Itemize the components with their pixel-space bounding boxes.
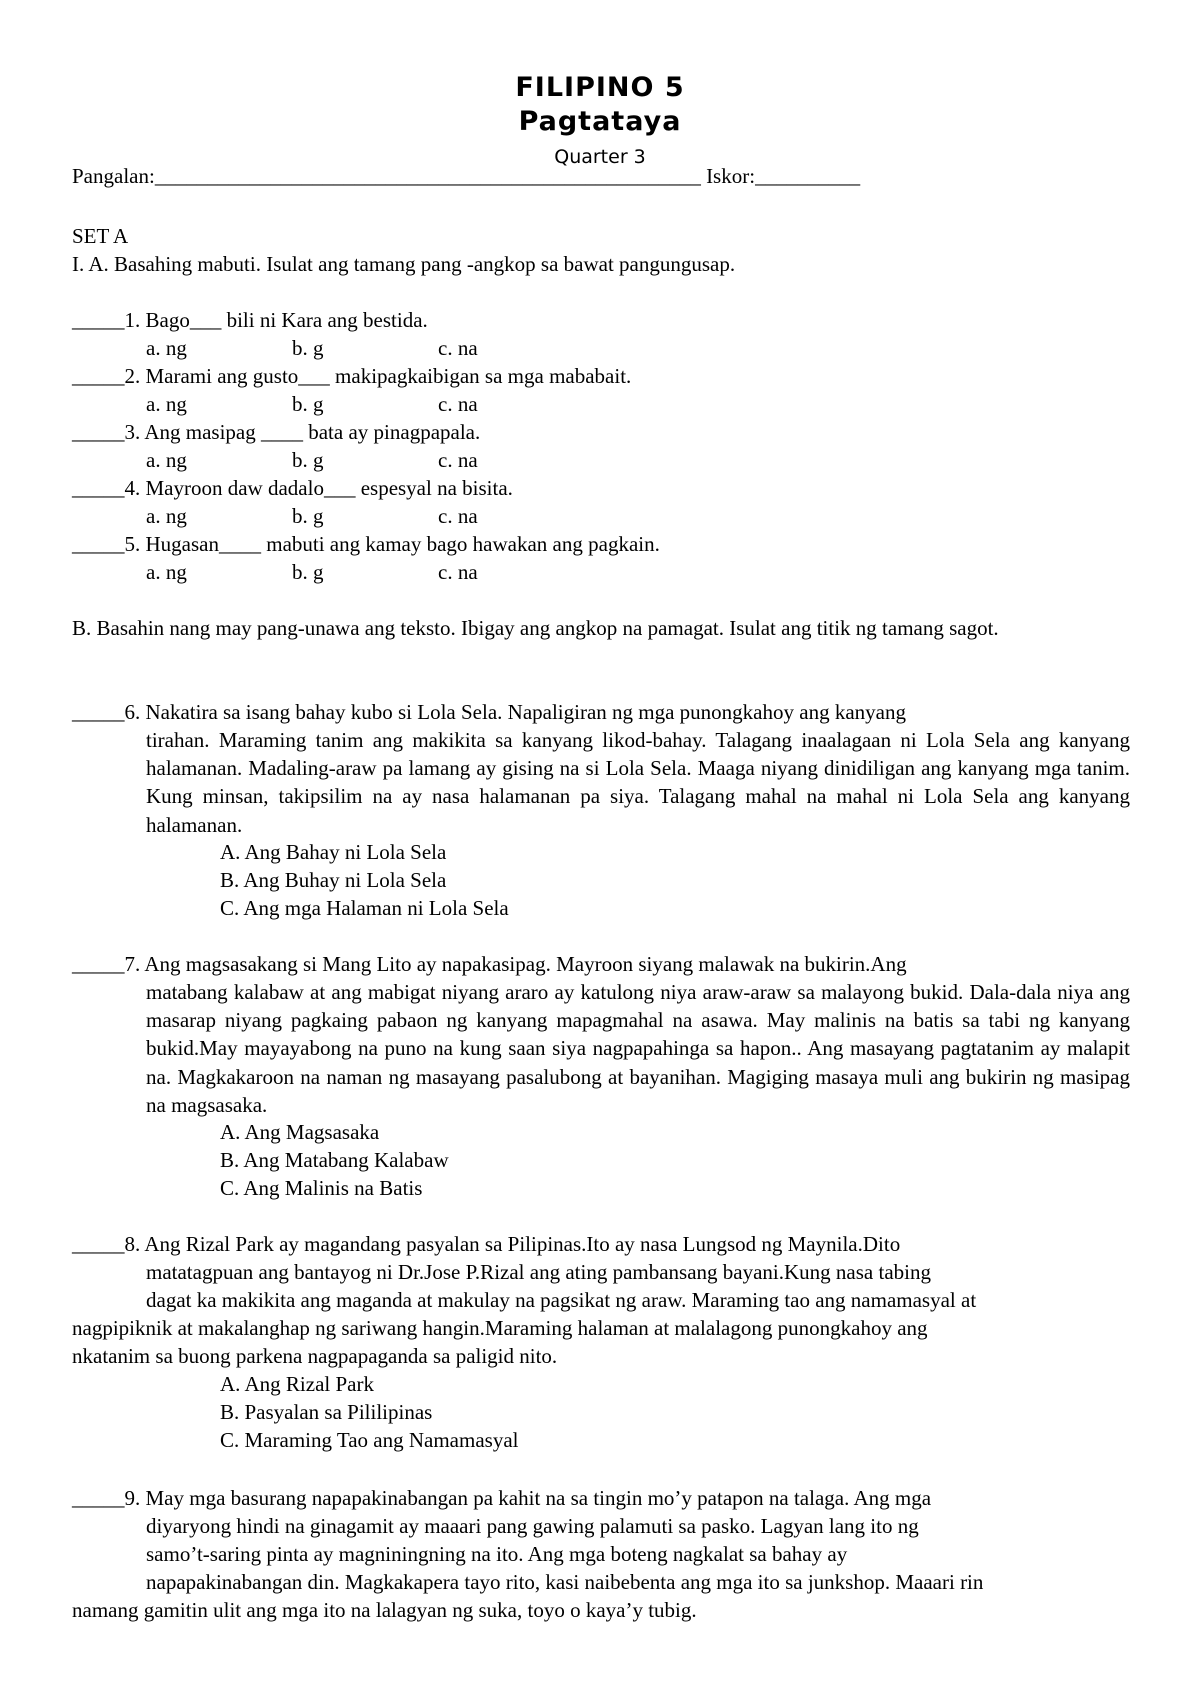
question-6-first-line: _____6. Nakatira sa isang bahay kubo si Lola Sela. Napaligiran ng mga punongkahoy ang kanyang	[72, 700, 906, 724]
question-6-option-c: C. Ang mga Halaman ni Lola Sela	[220, 896, 509, 920]
question-7-option-b: B. Ang Matabang Kalabaw	[220, 1148, 449, 1172]
question-6-option-a: A. Ang Bahay ni Lola Sela	[220, 840, 447, 864]
choice: c. na	[438, 504, 478, 528]
document-subtitle: Pagtataya	[518, 106, 682, 137]
question-2: _____2. Marami ang gusto___ makipagkaibigan sa mga mababait.	[72, 364, 632, 388]
question-9-line-4: napapakinabangan din. Magkakapera tayo rito, kasi naibebenta ang mga ito sa junkshop. Maaari rin	[146, 1570, 984, 1594]
choice: a. ng	[146, 336, 187, 360]
question-9-line-5: namang gamitin ulit ang mga ito na lalagyan ng suka, toyo o kaya’y tubig.	[72, 1598, 697, 1622]
question-8-line-4: nagpipiknik at makalanghap ng sariwang hangin.Maraming halaman at malalagong punongkahoy ang	[72, 1316, 928, 1340]
question-6-option-b: B. Ang Buhay ni Lola Sela	[220, 868, 447, 892]
choice: b. g	[292, 392, 324, 416]
quarter-label: Quarter 3	[554, 146, 646, 168]
question-9-line-3: samo’t-saring pinta ay magniningning na ito. Ang mga boteng nagkalat sa bahay ay	[146, 1542, 848, 1566]
name-label: Pangalan:	[72, 164, 155, 188]
score-blank: __________	[755, 164, 861, 188]
choice: b. g	[292, 336, 324, 360]
choice: a. ng	[146, 560, 187, 584]
choice: c. na	[438, 560, 478, 584]
name-score-line	[72, 162, 860, 190]
choice: c. na	[438, 392, 478, 416]
part-a-instruction: I. A. Basahing mabuti. Isulat ang tamang pang -angkop sa bawat pangungusap.	[72, 252, 736, 276]
question-9-line-2: diyaryong hindi na ginagamit ay maaari pang gawing palamuti sa pasko. Lagyan lang ito ng	[146, 1514, 919, 1538]
choice: b. g	[292, 560, 324, 584]
choice: a. ng	[146, 392, 187, 416]
document-title: FILIPINO 5	[515, 72, 685, 103]
question-8-option-c: C. Maraming Tao ang Namamasyal	[220, 1428, 519, 1452]
set-label: SET A	[72, 224, 129, 248]
question-7-first-line: _____7. Ang magsasakang si Mang Lito ay napakasipag. Mayroon siyang malawak na bukirin.Ang	[72, 952, 907, 976]
question-5: _____5. Hugasan____ mabuti ang kamay bago hawakan ang pagkain.	[72, 532, 660, 556]
name-blank: ____________________________________________________	[154, 164, 701, 188]
question-7-option-a: A. Ang Magsasaka	[220, 1120, 380, 1144]
question-8-first-line: _____8. Ang Rizal Park ay magandang pasyalan sa Pilipinas.Ito ay nasa Lungsod ng Maynila.Dito	[72, 1232, 901, 1256]
question-8-line-2: matatagpuan ang bantayog ni Dr.Jose P.Rizal ang ating pambansang bayani.Kung nasa tabing	[146, 1260, 931, 1284]
question-1: _____1. Bago___ bili ni Kara ang bestida.	[72, 308, 428, 332]
choice: b. g	[292, 504, 324, 528]
question-6-passage: tirahan. Maraming tanim ang makikita sa kanyang likod-bahay. Talagang inaalagaan ni Lola Sela ang kanyang halamanan. Madaling-araw pa lamang ay gising na si Lola Sela. Maaga niyang dinidiligan ang kanyang mga tanim. Kung minsan, takipsilim na ay nasa halamanan pa siya. Talagang mahal na mahal ni Lola Sela ang kanyang halamanan.	[146, 728, 1130, 837]
choice: c. na	[438, 448, 478, 472]
choice: a. ng	[146, 504, 187, 528]
question-8-option-b: B. Pasyalan sa Pililipinas	[220, 1400, 433, 1424]
score-label: Iskor:	[706, 164, 756, 188]
question-8-line-3: dagat ka makikita ang maganda at makulay na pagsikat ng araw. Maraming tao ang namamasyal at	[146, 1288, 977, 1312]
question-8-line-5: nkatanim sa buong parkena nagpapaganda sa paligid nito.	[72, 1344, 558, 1368]
choice: a. ng	[146, 448, 187, 472]
question-8-option-a: A. Ang Rizal Park	[220, 1372, 374, 1396]
part-b-instruction: B. Basahin nang may pang-unawa ang teksto. Ibigay ang angkop na pamagat. Isulat ang titik ng tamang sagot.	[72, 616, 999, 640]
question-3: _____3. Ang masipag ____ bata ay pinagpapala.	[72, 420, 481, 444]
question-7-option-c: C. Ang Malinis na Batis	[220, 1176, 423, 1200]
question-9-first-line: _____9. May mga basurang napapakinabangan pa kahit na sa tingin mo’y patapon na talaga. Ang mga	[72, 1486, 932, 1510]
choice: c. na	[438, 336, 478, 360]
question-4: _____4. Mayroon daw dadalo___ espesyal na bisita.	[72, 476, 513, 500]
question-7-passage: matabang kalabaw at ang mabigat niyang araro ay katulong niya araw-araw sa malayong bukid. Dala-dala niya ang masarap niyang pagkaing pabaon ng kanyang mapagmahal na asawa. May malinis na batis sa tabi ng kanyang bukid.May mayayabong na puno na kung saan siya nagpapahinga sa hapon.. Ang masayang pagtatanim ay malapit na. Magkakaroon na naman ng masayang pasalubong at bayanihan. Magiging masaya muli ang bukirin ng masipag na magsasaka.	[146, 980, 1130, 1117]
choice: b. g	[292, 448, 324, 472]
